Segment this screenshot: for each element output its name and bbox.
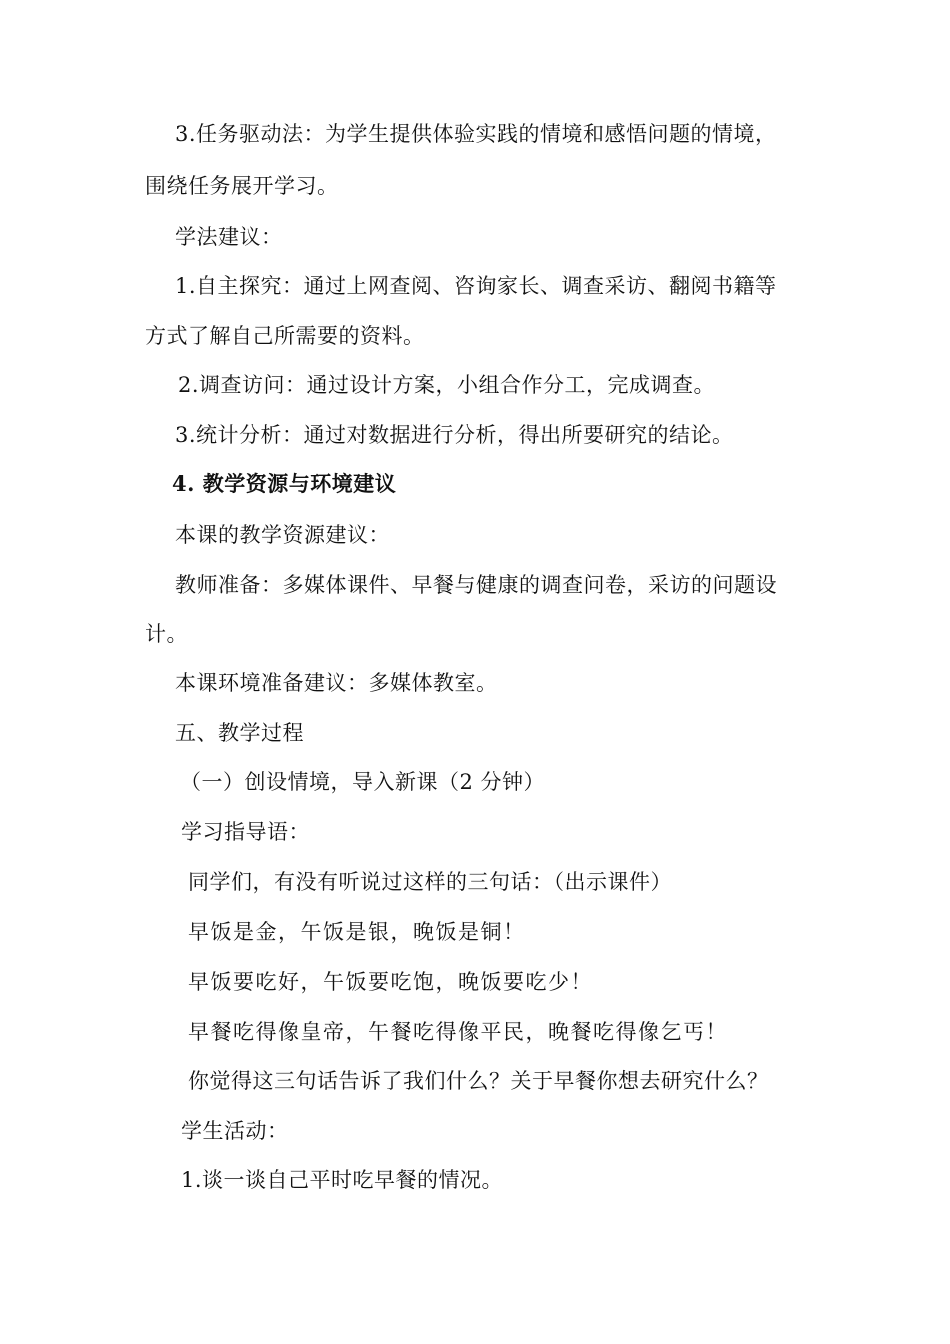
paragraph-line: 计。 <box>145 622 188 646</box>
paragraph-line: 学法建议： <box>175 225 283 249</box>
paragraph-line: 方式了解自己所需要的资料。 <box>145 324 425 348</box>
paragraph-line: 学生活动： <box>181 1119 289 1143</box>
paragraph-line: 同学们，有没有听说过这样的三句话：（出示课件） <box>188 870 672 894</box>
paragraph-line: 本课的教学资源建议： <box>175 523 390 547</box>
paragraph-line: 3.任务驱动法：为学生提供体验实践的情境和感悟问题的情境， <box>175 122 777 146</box>
paragraph-line: 学习指导语： <box>181 820 310 844</box>
paragraph-line: 3.统计分析：通过对数据进行分析，得出所要研究的结论。 <box>175 423 734 447</box>
paragraph-line: 2.调查访问：通过设计方案，小组合作分工，完成调查。 <box>178 373 716 397</box>
paragraph-line: 1.谈一谈自己平时吃早餐的情况。 <box>181 1168 504 1192</box>
section-heading: 五、教学过程 <box>175 721 304 745</box>
paragraph-line: 本课环境准备建议：多媒体教室。 <box>175 671 498 695</box>
paragraph-line: 你觉得这三句话告诉了我们什么？关于早餐你想去研究什么？ <box>188 1069 769 1093</box>
paragraph-line: 围绕任务展开学习。 <box>145 174 339 198</box>
quote-line: 早饭是金，午饭是银，晚饭是铜！ <box>188 920 526 944</box>
subsection-heading: （一）创设情境，导入新课（2 分钟） <box>180 770 546 794</box>
paragraph-line: 教师准备：多媒体课件、早餐与健康的调查问卷，采访的问题设 <box>175 573 777 597</box>
paragraph-line: 1.自主探究：通过上网查阅、咨询家长、调查采访、翻阅书籍等 <box>175 274 777 298</box>
quote-line: 早餐吃得像皇帝，午餐吃得像平民，晚餐吃得像乞丐！ <box>188 1020 728 1044</box>
quote-line: 早饭要吃好，午饭要吃饱，晚饭要吃少！ <box>188 970 593 994</box>
section-heading: 4. 教学资源与环境建议 <box>172 471 397 496</box>
